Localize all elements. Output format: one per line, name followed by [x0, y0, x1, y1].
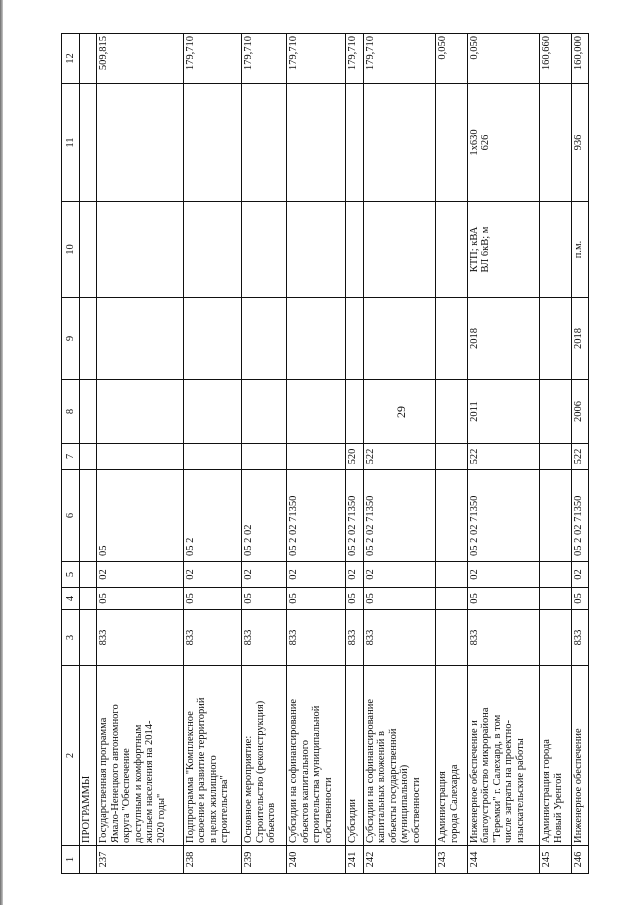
- table-cell: 05 2 02 71350: [363, 470, 436, 562]
- table-cell: [80, 298, 97, 380]
- table-cell: [346, 84, 363, 202]
- table-cell: [183, 380, 242, 444]
- header-row: [62, 34, 80, 874]
- table-cell: [97, 444, 184, 470]
- column-header: 11: [62, 84, 80, 202]
- table-cell: 02: [242, 562, 287, 588]
- table-cell: [540, 444, 571, 470]
- table-cell: 936: [571, 84, 588, 202]
- table-cell: 509,815: [97, 34, 184, 84]
- table-cell: [436, 470, 467, 562]
- table-cell: [540, 298, 571, 380]
- table-cell: 179,710: [183, 34, 242, 84]
- table-cell: [242, 380, 287, 444]
- table-cell: 05 2 02 71350: [571, 470, 588, 562]
- table-cell: [183, 202, 242, 298]
- column-header: 10: [62, 202, 80, 298]
- table-cell: [346, 298, 363, 380]
- table-cell: [97, 84, 184, 202]
- table-cell: [436, 562, 467, 588]
- row-name: Субсидии на софинансирование объектов капитального строительства муниципальной собственности: [287, 666, 346, 846]
- table-cell: 05: [97, 588, 184, 610]
- table-row: [242, 34, 287, 874]
- table-cell: [183, 298, 242, 380]
- table-row: [287, 34, 346, 874]
- table-cell: [97, 202, 184, 298]
- row-number: 239: [242, 846, 287, 874]
- table-cell: 522: [467, 444, 540, 470]
- table-cell: 05: [571, 588, 588, 610]
- table-cell: [80, 34, 97, 84]
- table-cell: 833: [346, 610, 363, 666]
- table-row: [571, 34, 588, 874]
- table-cell: 179,710: [242, 34, 287, 84]
- table-cell: 833: [97, 610, 184, 666]
- table-cell: [80, 202, 97, 298]
- table-cell: 05: [183, 588, 242, 610]
- row-number: 238: [183, 846, 242, 874]
- table-cell: 179,710: [363, 34, 436, 84]
- table-cell: [287, 298, 346, 380]
- table-cell: 179,710: [346, 34, 363, 84]
- table-cell: [346, 202, 363, 298]
- row-name: Субсидии: [346, 666, 363, 846]
- column-header: 6: [62, 470, 80, 562]
- table-cell: [80, 470, 97, 562]
- table-cell: 05: [242, 588, 287, 610]
- rotated-table-container: [61, 34, 589, 874]
- column-header: 5: [62, 562, 80, 588]
- table-cell: 05 2 02: [242, 470, 287, 562]
- table-cell: [287, 444, 346, 470]
- table-cell: 2011: [467, 380, 540, 444]
- row-number: 241: [346, 846, 363, 874]
- table-cell: п.м.: [571, 202, 588, 298]
- column-header: 12: [62, 34, 80, 84]
- table-row: [346, 34, 363, 874]
- page-number: 29: [394, 406, 408, 418]
- row-name: Основное мероприятие: Строительство (реконструкция) объектов: [242, 666, 287, 846]
- row-name: Администрация города Салехарда: [436, 666, 467, 846]
- table-cell: [540, 84, 571, 202]
- table-cell: КТП; кВА ВЛ 6кВ; м: [467, 202, 540, 298]
- table-cell: [540, 470, 571, 562]
- table-cell: [287, 84, 346, 202]
- table-cell: 833: [242, 610, 287, 666]
- column-header: 2: [62, 666, 80, 846]
- table-cell: [80, 380, 97, 444]
- table-cell: [346, 380, 363, 444]
- column-header: 9: [62, 298, 80, 380]
- table-cell: 02: [571, 562, 588, 588]
- table-cell: [540, 380, 571, 444]
- row-name: Государственная программа Ямало-Ненецкого автономного округа "Обеспечение доступным и комфортным жильем населения на 2014- 2020 годы": [97, 666, 184, 846]
- row-number: 245: [540, 846, 571, 874]
- table-cell: 02: [346, 562, 363, 588]
- table-cell: [436, 444, 467, 470]
- table-cell: 05 2: [183, 470, 242, 562]
- table-cell: [540, 202, 571, 298]
- column-header: 8: [62, 380, 80, 444]
- table-row: [540, 34, 571, 874]
- table-cell: [242, 444, 287, 470]
- table-cell: [183, 444, 242, 470]
- table-cell: [363, 84, 436, 202]
- table-cell: [242, 298, 287, 380]
- table-cell: 522: [571, 444, 588, 470]
- row-name: Подпрограмма "Комплексное освоение и развитие территорий в целях жилищного строительства": [183, 666, 242, 846]
- table-cell: [540, 610, 571, 666]
- table-cell: [436, 84, 467, 202]
- row-name: Субсидии на софинансирование капитальных вложений в объекты государственной (муниципальной) собственности: [363, 666, 436, 846]
- table-cell: [540, 588, 571, 610]
- row-name: Администрация города Новый Уренгой: [540, 666, 571, 846]
- table-cell: 520: [346, 444, 363, 470]
- table-row: [183, 34, 242, 874]
- table-cell: 05: [467, 588, 540, 610]
- row-name: Инженерное обеспечение и благоустройство микрорайона "Теремки" г. Салехард, в том числе затраты на проектно- изыскательские работы: [467, 666, 540, 846]
- table-cell: 2018: [571, 298, 588, 380]
- table-cell: [97, 380, 184, 444]
- table-cell: [242, 202, 287, 298]
- table-cell: [436, 610, 467, 666]
- table-cell: 833: [183, 610, 242, 666]
- table-cell: 05: [346, 588, 363, 610]
- budget-table: [61, 33, 589, 874]
- table-cell: [287, 202, 346, 298]
- table-cell: 2006: [571, 380, 588, 444]
- table-cell: [80, 610, 97, 666]
- row-number: 244: [467, 846, 540, 874]
- table-cell: [242, 84, 287, 202]
- table-cell: [436, 588, 467, 610]
- table-cell: 833: [287, 610, 346, 666]
- programs-label: ПРОГРАММЫ: [80, 666, 97, 846]
- table-cell: 1х630 626: [467, 84, 540, 202]
- table-cell: [287, 380, 346, 444]
- table-cell: [80, 84, 97, 202]
- table-cell: 160,000: [571, 34, 588, 84]
- table-cell: [363, 298, 436, 380]
- table-cell: 05: [97, 470, 184, 562]
- table-cell: [80, 562, 97, 588]
- table-row: [467, 34, 540, 874]
- row-number: 237: [97, 846, 184, 874]
- row-number: 240: [287, 846, 346, 874]
- table-cell: 833: [467, 610, 540, 666]
- table-cell: 05: [287, 588, 346, 610]
- table-row: [436, 34, 467, 874]
- table-cell: 05 2 02 71350: [346, 470, 363, 562]
- table-cell: 02: [97, 562, 184, 588]
- table-row: [97, 34, 184, 874]
- table-cell: 05 2 02 71350: [287, 470, 346, 562]
- row-number: 246: [571, 846, 588, 874]
- table-cell: 05 2 02 71350: [467, 470, 540, 562]
- table-cell: [540, 562, 571, 588]
- row-number: 242: [363, 846, 436, 874]
- column-header: 4: [62, 588, 80, 610]
- table-cell: 833: [571, 610, 588, 666]
- row-number: 243: [436, 846, 467, 874]
- table-cell: [436, 298, 467, 380]
- scan-left-edge: [0, 0, 3, 905]
- table-cell: 02: [183, 562, 242, 588]
- table-cell: 0,050: [467, 34, 540, 84]
- table-cell: 0,050: [436, 34, 467, 84]
- table-cell: [436, 380, 467, 444]
- table-cell: [183, 84, 242, 202]
- column-header: 7: [62, 444, 80, 470]
- table-cell: [363, 380, 436, 444]
- table-row: [363, 34, 436, 874]
- table-cell: 02: [287, 562, 346, 588]
- programs-row: [80, 34, 97, 874]
- table-cell: 2018: [467, 298, 540, 380]
- table-cell: 160,660: [540, 34, 571, 84]
- table-cell: [97, 298, 184, 380]
- table-cell: 02: [363, 562, 436, 588]
- table-cell: [80, 846, 97, 874]
- table-cell: 05: [363, 588, 436, 610]
- table-cell: [80, 444, 97, 470]
- table-cell: 179,710: [287, 34, 346, 84]
- column-header: 1: [62, 846, 80, 874]
- table-cell: [436, 202, 467, 298]
- row-name: Инженерное обеспечение: [571, 666, 588, 846]
- column-header: 3: [62, 610, 80, 666]
- table-cell: 522: [363, 444, 436, 470]
- table-cell: 02: [467, 562, 540, 588]
- table-cell: [363, 202, 436, 298]
- table-cell: 833: [363, 610, 436, 666]
- table-cell: [80, 588, 97, 610]
